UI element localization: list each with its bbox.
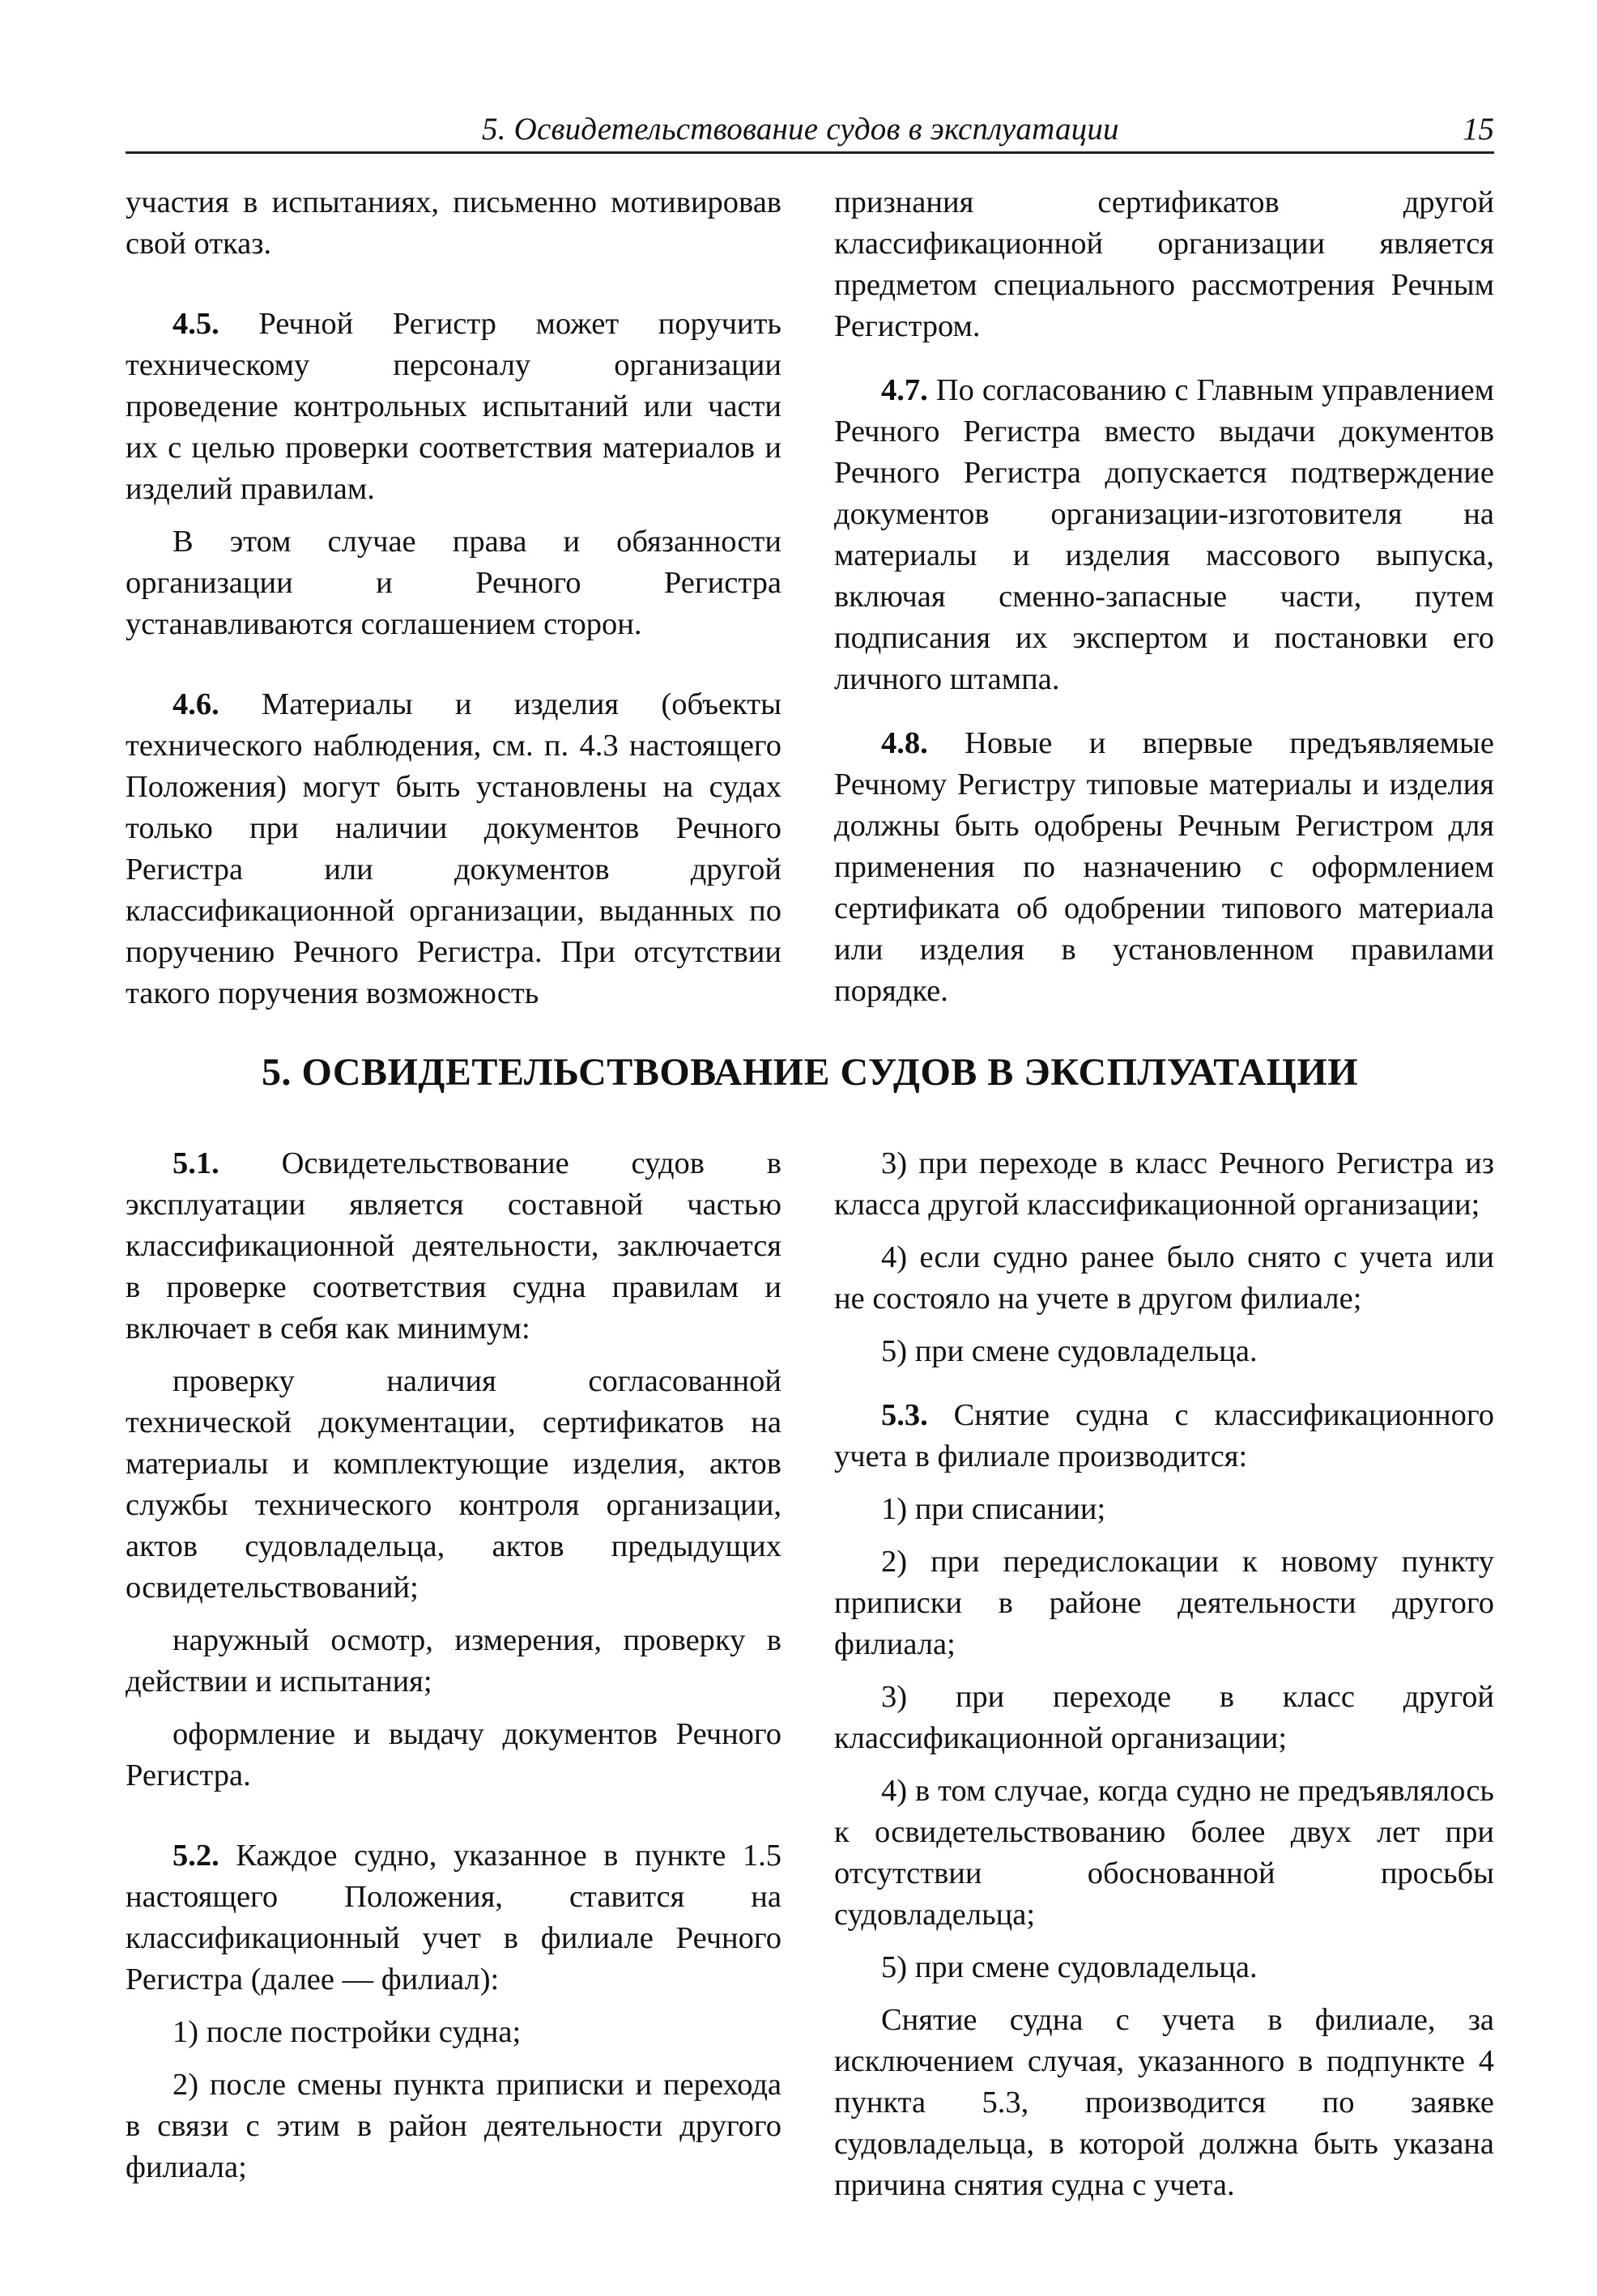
clause-text: Каждое судно, указанное в пункте 1.5 настоящего Положения, ставится на классификационный учет в филиале Речного Регистра (далее — филиал): bbox=[126, 1839, 781, 1996]
clause-number: 5.1. bbox=[172, 1146, 219, 1180]
clause-number: 4.7. bbox=[881, 373, 928, 407]
clause-number: 4.8. bbox=[881, 726, 928, 760]
list-item: 5) при смене судовладельца. bbox=[881, 1334, 1258, 1368]
clause-text: Снятие судна с классификационного учета в филиале производится: bbox=[834, 1398, 1494, 1473]
list-item: наружный осмотр, измерения, проверку в действии и испытания; bbox=[126, 1623, 781, 1699]
paragraph-5-3 bbox=[834, 1395, 1494, 1478]
list-item: 1) после постройки судна; bbox=[172, 2015, 522, 2049]
list-item: 3) при переходе в класс Речного Регистра из класса другой классификационной организации; bbox=[834, 1146, 1494, 1222]
clause-number: 5.2. bbox=[172, 1839, 219, 1873]
list-item: 5) при смене судовладельца. bbox=[881, 1950, 1258, 1984]
paragraph-4-8 bbox=[834, 723, 1494, 1012]
column-top-right bbox=[834, 182, 1494, 1012]
running-header bbox=[126, 109, 1494, 154]
paragraph-4-6 bbox=[126, 684, 781, 1014]
paragraph-continued: участия в испытаниях, письменно мотивировав свой отказ. bbox=[126, 185, 781, 261]
paragraph-4-7 bbox=[834, 370, 1494, 700]
list-item: 3) при переходе в класс другой классификационной организации; bbox=[834, 1680, 1494, 1755]
page-number: 15 bbox=[1463, 112, 1494, 147]
paragraph-closing: Снятие судна с учета в филиале, за исключением случая, указанного в подпункте 4 пункта 5.3, производится по заявке судовладельца, в которой должна быть указана причина снятия судна с учета. bbox=[834, 2003, 1494, 2202]
clause-text: По согласованию с Главным управлением Речного Регистра вместо выдачи документов Речного Регистра допускается подтверждение документов организации-изготовителя на материалы и изделия массового выпуска, включая сменно-запасные части, путем подписания их экспертом и постановки его личного штампа. bbox=[834, 373, 1494, 696]
clause-text: Речной Регистр может поручить техническому персоналу организации проведение контрольных испытаний или части их с целью проверки соответствия материалов и изделий правилам. bbox=[126, 307, 781, 506]
column-bottom-right bbox=[834, 1143, 1494, 2206]
paragraph-5-1 bbox=[126, 1143, 781, 1350]
paragraph-5-2 bbox=[126, 1835, 781, 2000]
clause-text: Материалы и изделия (объекты технического наблюдения, см. п. 4.3 настоящего Положения) могут быть установлены на судах только при наличии документов Речного Регистра или документов другой классификационной организации, выданных по поручению Речного Регистра. При отсутствии такого поручения возможность bbox=[126, 687, 781, 1010]
running-header-title: 5. Освидетельствование судов в эксплуатации bbox=[482, 112, 1119, 147]
paragraph-4-5 bbox=[126, 304, 781, 510]
list-item: 2) после смены пункта приписки и перехода в связи с этим в район деятельности другого филиала; bbox=[126, 2068, 781, 2184]
clause-number: 4.6. bbox=[172, 687, 219, 721]
list-item: 4) если судно ранее было снято с учета или не состояло на учете в другом филиале; bbox=[834, 1240, 1494, 1316]
list-item: проверку наличия согласованной технической документации, сертификатов на материалы и комплектующие изделия, актов службы технического контроля организации, актов судовладельца, актов предыдущих освидетельствований; bbox=[126, 1364, 781, 1605]
clause-text: Освидетельствование судов в эксплуатации является составной частью классификационной деятельности, заключается в проверке соответствия судна правилам и включает в себя как минимум: bbox=[126, 1146, 781, 1346]
clause-number: 4.5. bbox=[172, 307, 219, 341]
clause-number: 5.3. bbox=[881, 1398, 928, 1432]
column-top-left bbox=[126, 182, 781, 1014]
column-bottom-left bbox=[126, 1143, 781, 2188]
paragraph-continued: признания сертификатов другой классификационной организации является предметом специального рассмотрения Речным Регистром. bbox=[834, 185, 1494, 343]
paragraph-4-5-b: В этом случае права и обязанности организации и Речного Регистра устанавливаются соглашением сторон. bbox=[126, 525, 781, 641]
list-item: 1) при списании; bbox=[881, 1492, 1106, 1526]
list-item: 4) в том случае, когда судно не предъявлялось к освидетельствованию более двух лет при отсутствии обоснованной просьбы судовладельца; bbox=[834, 1774, 1494, 1932]
list-item: 2) при передислокации к новому пункту приписки в районе деятельности другого филиала; bbox=[834, 1545, 1494, 1661]
list-item: оформление и выдачу документов Речного Регистра. bbox=[126, 1717, 781, 1792]
clause-text: Новые и впервые предъявляемые Речному Регистру типовые материалы и изделия должны быть одобрены Речным Регистром для применения по назначению с оформлением сертификата об одобрении типового материала или изделия в установленном правилами порядке. bbox=[834, 726, 1494, 1008]
section-heading: 5. ОСВИДЕТЕЛЬСТВОВАНИЕ СУДОВ В ЭКСПЛУАТАЦИИ bbox=[261, 1051, 1359, 1094]
